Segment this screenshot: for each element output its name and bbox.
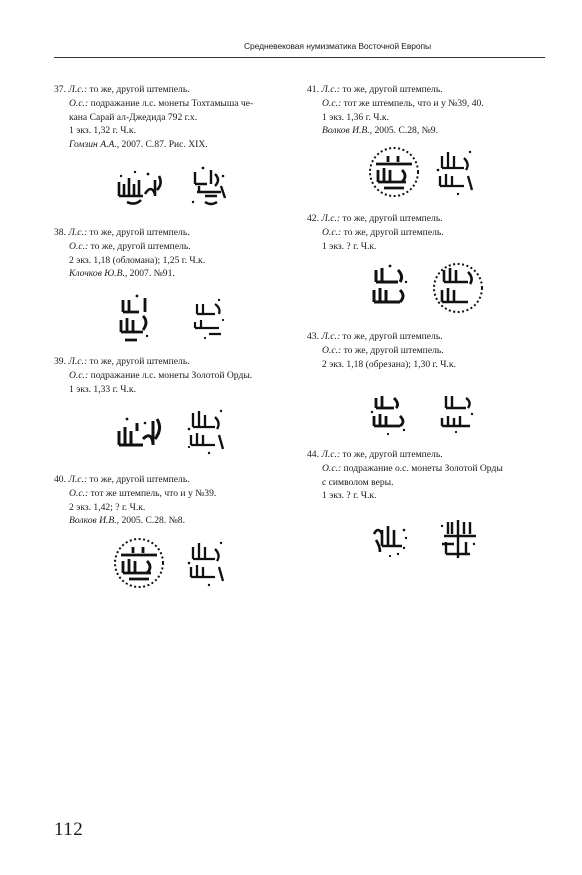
coin-obverse-image xyxy=(121,295,148,340)
entry-number: 42. xyxy=(307,213,319,224)
coin-pair-44 xyxy=(360,512,510,568)
entry-number: 43. xyxy=(307,331,319,342)
coin-obverse-image xyxy=(370,148,418,196)
reverse-label: О.с.: xyxy=(69,97,89,109)
coin-pair-41 xyxy=(360,144,510,200)
entry-number: 39. xyxy=(54,356,66,367)
reverse-text: подражание о.с. монеты Золотой Орды xyxy=(341,462,503,474)
reverse-text: подражание л.с. монеты Тохтамыша че- xyxy=(88,97,254,109)
reverse-label: О.с.: xyxy=(69,369,89,381)
coin-pair-39 xyxy=(105,403,255,459)
coin-reverse-image xyxy=(188,542,223,586)
coin-obverse-image xyxy=(119,171,161,204)
obverse-label: Л.с.: xyxy=(68,84,88,95)
obverse-text: то же, другой штемпель. xyxy=(87,84,190,95)
reference-author: Волков И.В., xyxy=(322,125,373,137)
coin-reverse-image xyxy=(434,264,482,312)
obverse-label: Л.с.: xyxy=(68,356,88,367)
reference-text: 2005. С.28. №8. xyxy=(119,515,185,527)
reference-author: Клочков Ю.В., xyxy=(69,268,128,280)
specimen-count: 2 экз. 1,18 (обломана); 1,25 г. Ч.к. xyxy=(69,254,206,266)
reference-author: Гомзин А.А., xyxy=(69,139,120,151)
reverse-label: О.с.: xyxy=(69,240,89,252)
reverse-text: тот же штемпель, что и у №39, 40. xyxy=(341,97,484,109)
entry-number: 40. xyxy=(54,474,66,485)
specimen-count: 1 экз. 1,33 г. Ч.к. xyxy=(69,383,136,395)
catalog-entry-40 xyxy=(54,473,216,528)
obverse-label: Л.с.: xyxy=(321,449,341,460)
header-rule xyxy=(54,57,545,58)
coin-pair-40 xyxy=(105,533,255,589)
reverse-text: то же, другой штемпель. xyxy=(341,226,444,238)
reverse-text: то же, другой штемпель. xyxy=(88,240,191,252)
obverse-text: то же, другой штемпель. xyxy=(87,474,190,485)
obverse-text: то же, другой штемпель. xyxy=(340,213,443,224)
reverse-label: О.с.: xyxy=(322,462,342,474)
catalog-entry-39 xyxy=(54,355,252,396)
obverse-text: то же, другой штемпель. xyxy=(340,331,443,342)
coin-reverse-image xyxy=(192,167,225,204)
obverse-label: Л.с.: xyxy=(68,474,88,485)
obverse-label: Л.с.: xyxy=(321,331,341,342)
entry-number: 41. xyxy=(307,84,319,95)
reference-author: Волков И.В., xyxy=(69,515,120,527)
coin-obverse-image xyxy=(371,396,405,435)
running-header: Средневековая нумизматика Восточной Европы xyxy=(244,41,432,51)
entry-number: 37. xyxy=(54,84,66,95)
obverse-text: то же, другой штемпель. xyxy=(340,84,443,95)
obverse-text: то же, другой штемпель. xyxy=(87,227,190,238)
reverse-text: тот же штемпель, что и у №39. xyxy=(88,487,217,499)
catalog-entry-38 xyxy=(54,226,205,281)
coin-obverse-image xyxy=(119,418,160,445)
reference-text: 2005. С.28, №9. xyxy=(372,125,438,137)
coin-pair-42 xyxy=(360,258,510,314)
specimen-count: 1 экз. 1,32 г. Ч.к. xyxy=(69,125,136,137)
reference-text: 2007. №91. xyxy=(127,268,175,280)
reference-text: 2007. С.87. Рис. XIX. xyxy=(119,139,208,151)
page-number: 112 xyxy=(54,819,84,840)
obverse-text: то же, другой штемпель. xyxy=(87,356,190,367)
obverse-text: то же, другой штемпель. xyxy=(340,449,443,460)
obverse-label: Л.с.: xyxy=(68,227,88,238)
entry-number: 44. xyxy=(307,449,319,460)
reverse-text: то же, другой штемпель. xyxy=(341,344,444,356)
obverse-label: Л.с.: xyxy=(321,84,341,95)
catalog-entry-43 xyxy=(307,330,456,371)
coin-obverse-image xyxy=(374,526,407,557)
coin-obverse-image xyxy=(374,265,407,302)
specimen-count: 2 экз. 1,18 (обрезана); 1,30 г. Ч.к. xyxy=(322,358,456,370)
coin-obverse-image xyxy=(115,539,163,587)
specimen-count: 1 экз. ? г. Ч.к. xyxy=(322,490,377,502)
coin-reverse-image xyxy=(195,299,224,339)
reverse-text-cont: кана Сарай ал-Джедида 792 г.х. xyxy=(69,111,198,123)
specimen-count: 1 экз. ? г. Ч.к. xyxy=(322,240,377,252)
reverse-text: подражание л.с. монеты Золотой Орды. xyxy=(88,369,253,381)
specimen-count: 2 экз. 1,42; ? г. Ч.к. xyxy=(69,501,146,513)
reverse-label: О.с.: xyxy=(69,487,89,499)
catalog-entry-44 xyxy=(307,448,503,503)
reverse-label: О.с.: xyxy=(322,97,342,109)
coin-reverse-image xyxy=(442,396,473,433)
catalog-entry-41 xyxy=(307,83,484,138)
specimen-count: 1 экз. 1,36 г. Ч.к. xyxy=(322,111,389,123)
reverse-text-cont: с символом веры. xyxy=(322,476,394,488)
coin-reverse-image xyxy=(437,151,472,195)
coin-pair-43 xyxy=(360,384,510,440)
reverse-label: О.с.: xyxy=(322,226,342,238)
coin-pair-38 xyxy=(105,288,255,344)
obverse-label: Л.с.: xyxy=(321,213,341,224)
coin-reverse-image xyxy=(188,410,223,454)
coin-pair-37 xyxy=(105,160,255,216)
entry-number: 38. xyxy=(54,227,66,238)
reverse-label: О.с.: xyxy=(322,344,342,356)
catalog-entry-37 xyxy=(54,83,253,152)
catalog-entry-42 xyxy=(307,212,444,253)
coin-reverse-image xyxy=(441,520,476,558)
